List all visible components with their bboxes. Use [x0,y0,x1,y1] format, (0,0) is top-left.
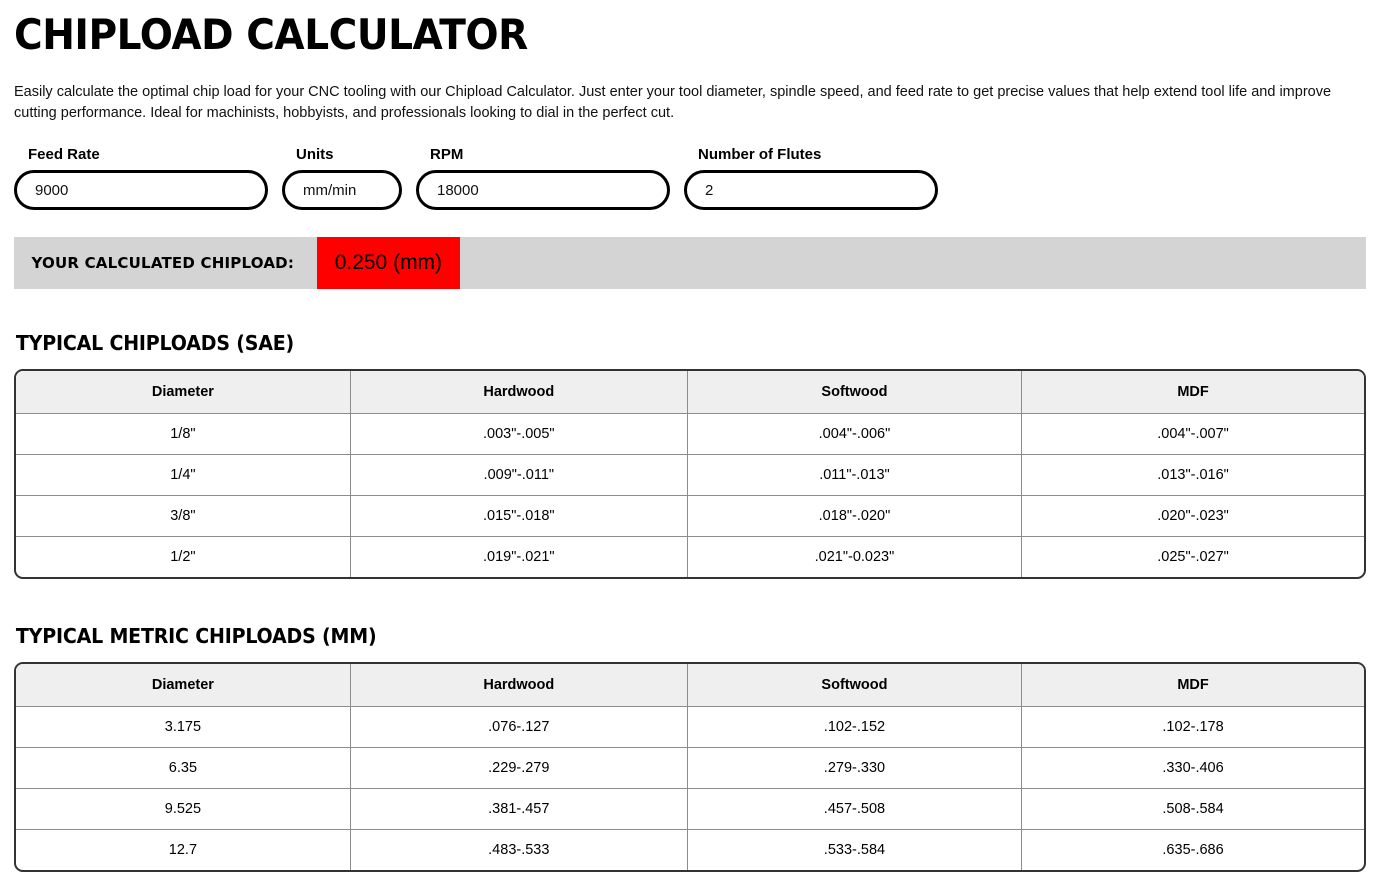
metric-table-container [14,662,1366,872]
sae-table-container [14,369,1366,579]
result-banner [14,237,1366,289]
cell-softwood: .004"-.006" [687,413,1021,454]
cell-mdf: .508-.584 [1022,788,1364,829]
cell-hardwood: .019"-.021" [350,536,687,577]
column-header-mdf: MDF [1022,664,1364,706]
number-of-flutes-input[interactable] [684,170,938,210]
field-feed-rate [14,146,268,210]
cell-diameter: 1/8" [16,413,350,454]
units-input[interactable] [282,170,402,210]
cell-softwood: .011"-.013" [687,454,1021,495]
cell-mdf: .102-.178 [1022,706,1364,747]
result-value: 0.250 (mm) [317,237,460,289]
result-label: YOUR CALCULATED CHIPLOAD: [31,254,295,273]
cell-hardwood: .076-.127 [350,706,687,747]
table-row [16,829,1364,870]
table-row [16,788,1364,829]
cell-softwood: .279-.330 [687,747,1021,788]
feed-rate-input[interactable] [14,170,268,210]
rpm-input[interactable] [416,170,670,210]
intro-paragraph: Easily calculate the optimal chip load for your CNC tooling with our Chipload Calculator. Just enter your tool diameter, spindle speed, and feed rate to get precise values that help extend tool life and improve cutting performance. Ideal for machinists, hobbyists, and professionals looking to dial in the perfect cut. [14,84,1332,122]
cell-softwood: .102-.152 [687,706,1021,747]
column-header-hardwood: Hardwood [350,664,687,706]
cell-diameter: 12.7 [16,829,350,870]
table-row [16,454,1364,495]
sae-table-heading: TYPICAL CHIPLOADS (SAE) [15,331,295,356]
cell-mdf: .330-.406 [1022,747,1364,788]
cell-hardwood: .009"-.011" [350,454,687,495]
cell-softwood: .533-.584 [687,829,1021,870]
cell-diameter: 3.175 [16,706,350,747]
table-row [16,706,1364,747]
cell-hardwood: .229-.279 [350,747,687,788]
table-row [16,536,1364,577]
cell-hardwood: .003"-.005" [350,413,687,454]
units-label: Units [296,146,334,164]
column-header-softwood: Softwood [687,664,1021,706]
metric-table-heading: TYPICAL METRIC CHIPLOADS (MM) [15,624,377,649]
column-header-softwood: Softwood [687,371,1021,413]
cell-diameter: 6.35 [16,747,350,788]
column-header-hardwood: Hardwood [350,371,687,413]
cell-mdf: .004"-.007" [1022,413,1364,454]
field-number-of-flutes [684,146,938,210]
cell-diameter: 1/2" [16,536,350,577]
column-header-diameter: Diameter [16,664,350,706]
table-row [16,495,1364,536]
cell-softwood: .021"-0.023" [687,536,1021,577]
feed-rate-label: Feed Rate [28,146,100,164]
cell-softwood: .018"-.020" [687,495,1021,536]
cell-mdf: .020"-.023" [1022,495,1364,536]
column-header-mdf: MDF [1022,371,1364,413]
cell-softwood: .457-.508 [687,788,1021,829]
cell-hardwood: .015"-.018" [350,495,687,536]
number-of-flutes-label: Number of Flutes [698,146,822,164]
field-units [282,146,402,210]
sae-chiploads-table [16,371,1364,577]
cell-diameter: 3/8" [16,495,350,536]
cell-hardwood: .483-.533 [350,829,687,870]
cell-mdf: .013"-.016" [1022,454,1364,495]
rpm-label: RPM [430,146,464,164]
table-header-row [16,664,1364,706]
cell-mdf: .025"-.027" [1157,548,1229,565]
cell-diameter: 9.525 [16,788,350,829]
table-row [16,747,1364,788]
cell-hardwood: .381-.457 [350,788,687,829]
metric-chiploads-table [16,664,1364,870]
table-row [16,413,1364,454]
column-header-diameter: Diameter [16,371,350,413]
field-rpm [416,146,670,210]
calculator-form [14,124,1366,210]
cell-mdf: .635-.686 [1162,841,1224,858]
cell-diameter: 1/4" [16,454,350,495]
table-header-row [16,371,1364,413]
page-title: CHIPLOAD CALCULATOR [14,10,528,59]
